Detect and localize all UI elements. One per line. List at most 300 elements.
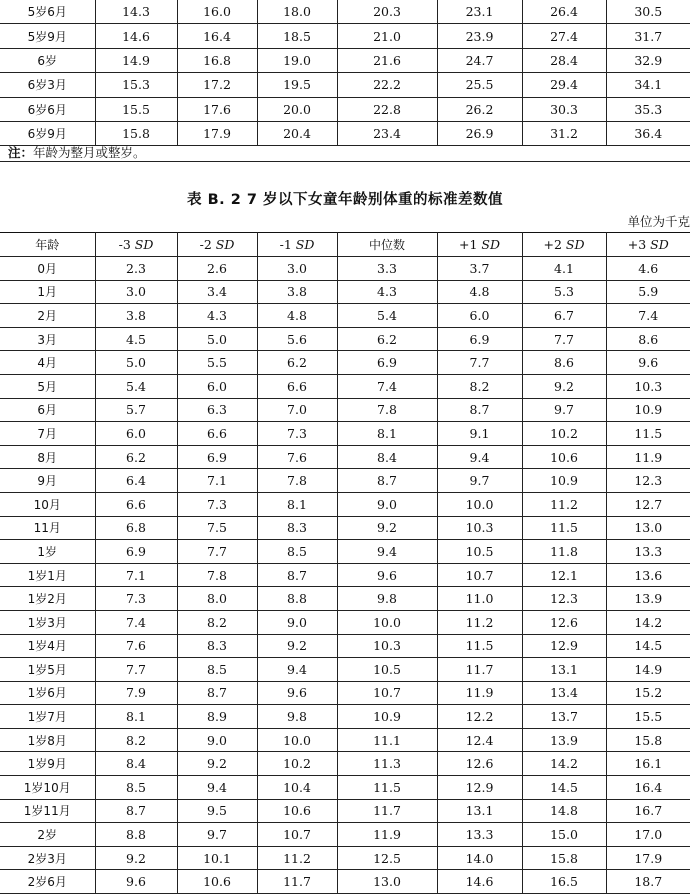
value-cell: 13.7 [522,705,606,729]
table-row [0,610,690,634]
value-cell: 9.4 [437,445,522,469]
age-cell: 11月 [0,516,95,540]
age-cell: 1岁6月 [0,681,95,705]
table-row [0,634,690,658]
value-cell: 3.3 [337,257,437,281]
age-cell: 5岁9月 [0,24,95,48]
value-cell: 24.7 [437,48,522,72]
value-cell: 17.9 [177,121,257,145]
value-cell: 3.4 [177,280,257,304]
value-cell: 8.9 [177,705,257,729]
table-row [0,280,690,304]
value-cell: 8.7 [437,398,522,422]
value-cell: 7.8 [177,563,257,587]
value-cell: 11.9 [337,823,437,847]
table-row [0,658,690,682]
value-cell: 11.2 [522,492,606,516]
value-cell: 4.6 [606,257,690,281]
header-col-sd: SD [134,237,154,252]
value-cell: 7.3 [177,492,257,516]
age-cell: 1岁11月 [0,799,95,823]
value-cell: 21.6 [337,48,437,72]
value-cell: 9.4 [177,776,257,800]
value-cell: 15.8 [606,728,690,752]
value-cell: 17.9 [606,846,690,870]
value-cell: 7.1 [177,469,257,493]
value-cell: 35.3 [606,97,690,121]
value-cell: 5.0 [95,351,177,375]
value-cell: 9.5 [177,799,257,823]
value-cell: 28.4 [522,48,606,72]
value-cell: 15.8 [522,846,606,870]
value-cell: 10.7 [337,681,437,705]
value-cell: 2.3 [95,257,177,281]
value-cell: 9.6 [606,351,690,375]
value-cell: 12.9 [437,776,522,800]
value-cell: 6.6 [95,492,177,516]
header-col [606,233,690,257]
value-cell: 13.1 [522,658,606,682]
value-cell: 8.3 [177,634,257,658]
value-cell: 8.5 [257,540,337,564]
value-cell: 12.7 [606,492,690,516]
value-cell: 31.2 [522,121,606,145]
table-row [0,516,690,540]
value-cell: 14.5 [522,776,606,800]
value-cell: 20.4 [257,121,337,145]
value-cell: 7.3 [257,422,337,446]
value-cell: 8.5 [95,776,177,800]
value-cell: 11.1 [337,728,437,752]
value-cell: 12.2 [437,705,522,729]
value-cell: 17.2 [177,73,257,97]
value-cell: 11.8 [522,540,606,564]
age-cell: 6岁6月 [0,97,95,121]
value-cell: 11.5 [337,776,437,800]
continuation-table [0,0,690,146]
age-cell: 1岁9月 [0,752,95,776]
value-cell: 13.1 [437,799,522,823]
value-cell: 14.9 [95,48,177,72]
header-col-prefix: -3 [118,237,131,252]
value-cell: 10.0 [337,610,437,634]
value-cell: 7.4 [95,610,177,634]
table-row [0,799,690,823]
value-cell: 18.7 [606,870,690,894]
value-cell: 6.4 [95,469,177,493]
age-cell: 6月 [0,398,95,422]
value-cell: 9.0 [337,492,437,516]
value-cell: 15.5 [95,97,177,121]
table-row [0,257,690,281]
value-cell: 30.5 [606,0,690,24]
note-label: 注： [8,145,34,160]
age-cell: 1岁5月 [0,658,95,682]
value-cell: 9.7 [437,469,522,493]
value-cell: 6.7 [522,304,606,328]
value-cell: 8.1 [95,705,177,729]
value-cell: 7.4 [606,304,690,328]
value-cell: 9.1 [437,422,522,446]
value-cell: 20.0 [257,97,337,121]
table-row [0,540,690,564]
value-cell: 10.9 [606,398,690,422]
value-cell: 16.1 [606,752,690,776]
value-cell: 7.9 [95,681,177,705]
value-cell: 11.2 [437,610,522,634]
value-cell: 9.6 [337,563,437,587]
value-cell: 6.6 [257,374,337,398]
age-cell: 1岁2月 [0,587,95,611]
value-cell: 16.4 [606,776,690,800]
value-cell: 9.2 [257,634,337,658]
value-cell: 4.1 [522,257,606,281]
table-row [0,351,690,375]
value-cell: 8.4 [337,445,437,469]
table-row [0,776,690,800]
value-cell: 13.0 [337,870,437,894]
age-cell: 3月 [0,327,95,351]
age-cell: 5岁6月 [0,0,95,24]
value-cell: 7.7 [95,658,177,682]
value-cell: 8.1 [337,422,437,446]
value-cell: 12.3 [606,469,690,493]
value-cell: 14.8 [522,799,606,823]
value-cell: 9.8 [257,705,337,729]
value-cell: 23.9 [437,24,522,48]
value-cell: 9.8 [337,587,437,611]
value-cell: 6.2 [257,351,337,375]
value-cell: 8.6 [606,327,690,351]
value-cell: 8.7 [337,469,437,493]
value-cell: 10.4 [257,776,337,800]
table-row [0,705,690,729]
table-row [0,587,690,611]
value-cell: 7.0 [257,398,337,422]
weight-sd-table [0,232,690,894]
table-row [0,492,690,516]
value-cell: 10.6 [522,445,606,469]
value-cell: 10.9 [522,469,606,493]
value-cell: 23.4 [337,121,437,145]
age-cell: 1岁 [0,540,95,564]
value-cell: 5.9 [606,280,690,304]
value-cell: 36.4 [606,121,690,145]
value-cell: 6.8 [95,516,177,540]
header-col [177,233,257,257]
value-cell: 4.8 [257,304,337,328]
value-cell: 15.5 [606,705,690,729]
value-cell: 27.4 [522,24,606,48]
header-row [0,233,690,257]
age-cell: 1岁1月 [0,563,95,587]
value-cell: 13.9 [606,587,690,611]
table-row [0,48,690,72]
value-cell: 8.8 [95,823,177,847]
age-cell: 2岁 [0,823,95,847]
age-cell: 6岁 [0,48,95,72]
age-cell: 1岁4月 [0,634,95,658]
value-cell: 6.0 [437,304,522,328]
value-cell: 6.0 [95,422,177,446]
value-cell: 3.8 [95,304,177,328]
value-cell: 9.2 [177,752,257,776]
value-cell: 11.5 [522,516,606,540]
value-cell: 7.7 [522,327,606,351]
value-cell: 3.7 [437,257,522,281]
value-cell: 11.3 [337,752,437,776]
age-cell: 1月 [0,280,95,304]
header-col-sd: SD [295,237,315,252]
value-cell: 8.8 [257,587,337,611]
value-cell: 7.4 [337,374,437,398]
header-age: 年龄 [0,233,95,257]
table-row [0,73,690,97]
table-row [0,445,690,469]
age-cell: 2岁6月 [0,870,95,894]
age-cell: 2月 [0,304,95,328]
value-cell: 14.6 [95,24,177,48]
value-cell: 17.6 [177,97,257,121]
value-cell: 18.0 [257,0,337,24]
header-col [257,233,337,257]
value-cell: 8.7 [95,799,177,823]
value-cell: 9.0 [257,610,337,634]
value-cell: 4.8 [437,280,522,304]
header-col-sd: SD [650,237,669,252]
value-cell: 8.5 [177,658,257,682]
value-cell: 11.5 [606,422,690,446]
value-cell: 8.6 [522,351,606,375]
value-cell: 8.3 [257,516,337,540]
unit-label: 单位为千克 [627,214,690,229]
value-cell: 7.6 [95,634,177,658]
value-cell: 12.3 [522,587,606,611]
table-row [0,304,690,328]
header-col [437,233,522,257]
age-cell: 6岁9月 [0,121,95,145]
table-row [0,681,690,705]
value-cell: 34.1 [606,73,690,97]
header-col [95,233,177,257]
value-cell: 8.7 [257,563,337,587]
value-cell: 7.5 [177,516,257,540]
value-cell: 3.0 [95,280,177,304]
value-cell: 12.1 [522,563,606,587]
value-cell: 7.7 [437,351,522,375]
table-row [0,563,690,587]
value-cell: 13.9 [522,728,606,752]
header-col [522,233,606,257]
age-cell: 1岁3月 [0,610,95,634]
value-cell: 6.9 [337,351,437,375]
value-cell: 20.3 [337,0,437,24]
value-cell: 19.5 [257,73,337,97]
age-cell: 10月 [0,492,95,516]
table-row [0,97,690,121]
value-cell: 14.2 [606,610,690,634]
value-cell: 8.2 [177,610,257,634]
table-row [0,398,690,422]
table-row [0,728,690,752]
value-cell: 12.9 [522,634,606,658]
value-cell: 11.7 [437,658,522,682]
age-cell: 9月 [0,469,95,493]
value-cell: 3.0 [257,257,337,281]
value-cell: 11.9 [606,445,690,469]
value-cell: 31.7 [606,24,690,48]
value-cell: 10.2 [522,422,606,446]
age-cell: 0月 [0,257,95,281]
value-cell: 15.8 [95,121,177,145]
value-cell: 6.2 [337,327,437,351]
value-cell: 3.8 [257,280,337,304]
value-cell: 9.6 [257,681,337,705]
value-cell: 10.3 [606,374,690,398]
header-col-prefix: 中位数 [368,238,405,252]
value-cell: 9.4 [257,658,337,682]
value-cell: 14.9 [606,658,690,682]
value-cell: 5.4 [95,374,177,398]
value-cell: 12.4 [437,728,522,752]
header-col-prefix: +3 [627,237,647,252]
value-cell: 10.5 [337,658,437,682]
value-cell: 23.1 [437,0,522,24]
value-cell: 9.2 [522,374,606,398]
value-cell: 14.0 [437,846,522,870]
age-cell: 6岁3月 [0,73,95,97]
value-cell: 13.4 [522,681,606,705]
value-cell: 6.6 [177,422,257,446]
table-row [0,422,690,446]
value-cell: 13.3 [606,540,690,564]
value-cell: 30.3 [522,97,606,121]
value-cell: 26.2 [437,97,522,121]
value-cell: 7.7 [177,540,257,564]
value-cell: 11.0 [437,587,522,611]
value-cell: 18.5 [257,24,337,48]
value-cell: 16.5 [522,870,606,894]
value-cell: 15.3 [95,73,177,97]
value-cell: 10.3 [437,516,522,540]
value-cell: 2.6 [177,257,257,281]
value-cell: 10.7 [257,823,337,847]
age-cell: 7月 [0,422,95,446]
value-cell: 4.5 [95,327,177,351]
header-col-prefix: -2 [199,237,212,252]
value-cell: 10.1 [177,846,257,870]
header-col-sd: SD [481,237,500,252]
table-row [0,24,690,48]
value-cell: 16.0 [177,0,257,24]
value-cell: 6.9 [95,540,177,564]
value-cell: 4.3 [177,304,257,328]
age-cell: 1岁8月 [0,728,95,752]
table-row [0,846,690,870]
table-title: 表 B. 2 7 岁以下女童年龄别体重的标准差数值 [187,192,503,208]
value-cell: 5.7 [95,398,177,422]
value-cell: 11.9 [437,681,522,705]
value-cell: 5.4 [337,304,437,328]
age-cell: 1岁7月 [0,705,95,729]
value-cell: 6.2 [95,445,177,469]
value-cell: 5.6 [257,327,337,351]
value-cell: 10.2 [257,752,337,776]
value-cell: 26.4 [522,0,606,24]
value-cell: 13.3 [437,823,522,847]
value-cell: 9.7 [177,823,257,847]
value-cell: 26.9 [437,121,522,145]
value-cell: 17.0 [606,823,690,847]
value-cell: 8.2 [95,728,177,752]
value-cell: 9.0 [177,728,257,752]
value-cell: 11.2 [257,846,337,870]
age-cell: 8月 [0,445,95,469]
value-cell: 10.0 [257,728,337,752]
header-col-prefix: -1 [279,237,292,252]
value-cell: 11.7 [337,799,437,823]
value-cell: 14.2 [522,752,606,776]
value-cell: 21.0 [337,24,437,48]
table-row [0,870,690,894]
value-cell: 6.3 [177,398,257,422]
value-cell: 6.9 [177,445,257,469]
value-cell: 10.6 [177,870,257,894]
value-cell: 14.5 [606,634,690,658]
header-col-prefix: +2 [543,237,562,252]
value-cell: 7.8 [257,469,337,493]
value-cell: 12.5 [337,846,437,870]
value-cell: 25.5 [437,73,522,97]
table-row [0,0,690,24]
age-cell: 5月 [0,374,95,398]
value-cell: 7.6 [257,445,337,469]
value-cell: 5.3 [522,280,606,304]
value-cell: 16.4 [177,24,257,48]
value-cell: 9.4 [337,540,437,564]
value-cell: 10.6 [257,799,337,823]
table-row [0,327,690,351]
value-cell: 12.6 [522,610,606,634]
value-cell: 11.5 [437,634,522,658]
value-cell: 15.0 [522,823,606,847]
value-cell: 8.1 [257,492,337,516]
table-row [0,823,690,847]
value-cell: 9.6 [95,870,177,894]
value-cell: 6.0 [177,374,257,398]
value-cell: 8.2 [437,374,522,398]
value-cell: 13.6 [606,563,690,587]
value-cell: 9.7 [522,398,606,422]
table-note [0,143,690,162]
value-cell: 5.0 [177,327,257,351]
value-cell: 22.8 [337,97,437,121]
value-cell: 8.4 [95,752,177,776]
value-cell: 8.0 [177,587,257,611]
value-cell: 15.2 [606,681,690,705]
header-col-sd: SD [215,237,235,252]
value-cell: 11.7 [257,870,337,894]
value-cell: 16.8 [177,48,257,72]
age-cell: 1岁10月 [0,776,95,800]
value-cell: 12.6 [437,752,522,776]
header-col [337,233,437,257]
value-cell: 22.2 [337,73,437,97]
value-cell: 14.6 [437,870,522,894]
value-cell: 10.5 [437,540,522,564]
value-cell: 9.2 [95,846,177,870]
table-row [0,469,690,493]
